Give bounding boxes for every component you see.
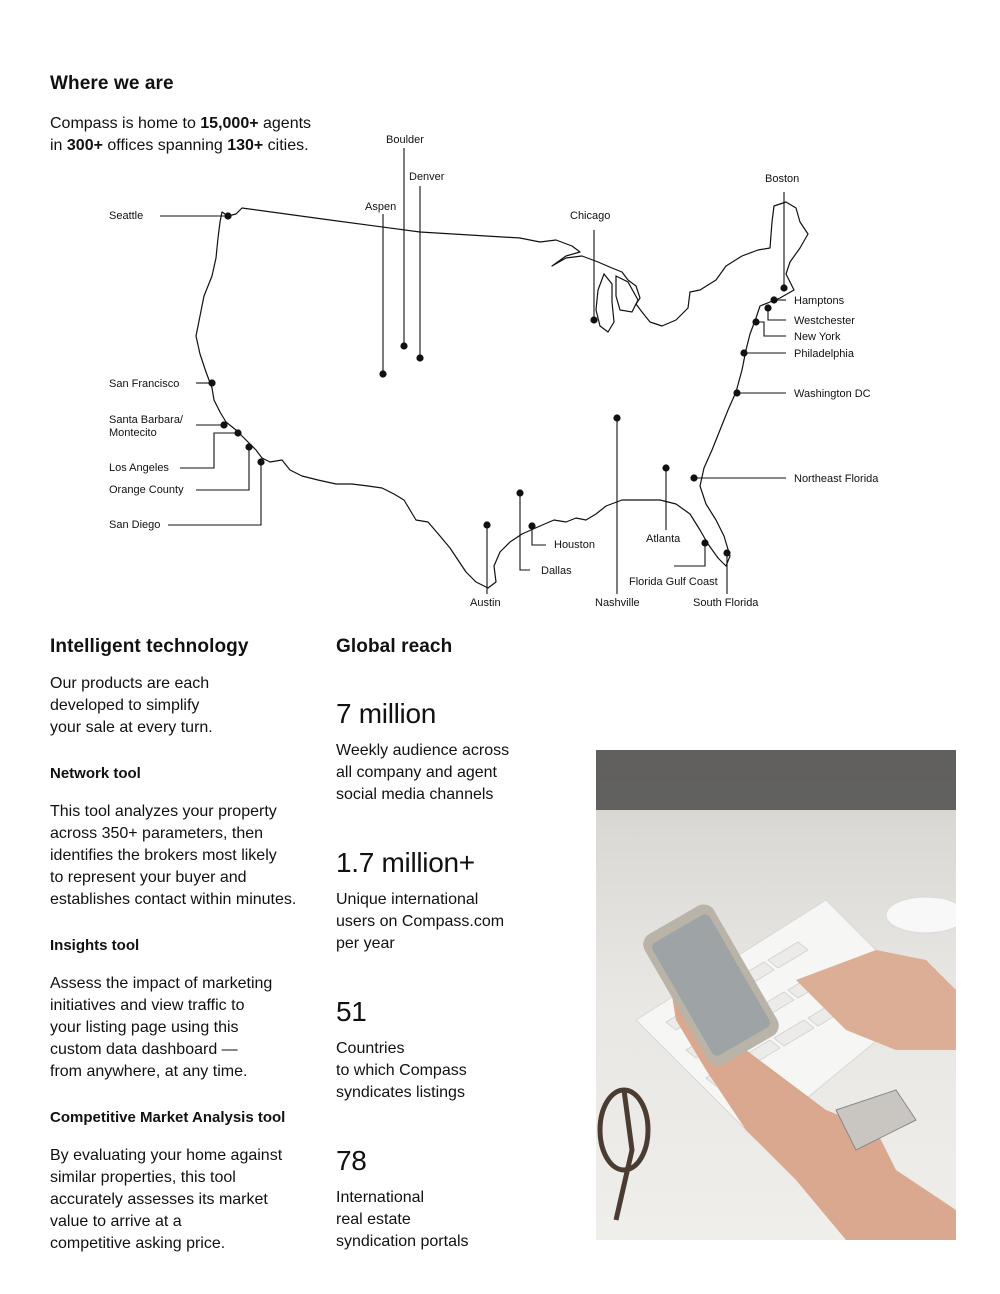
city-marker-atlanta [662, 464, 669, 471]
insights-tool-body: Assess the impact of marketing initiatives and view traffic to your listing page using this custom data dashboard — from anywhere, at any time. [50, 975, 273, 1080]
us-office-map [0, 0, 1000, 620]
city-label-northeast-florida: Northeast Florida [794, 473, 879, 485]
city-marker-dallas [516, 489, 523, 496]
stat-value: 78 [336, 1145, 367, 1176]
city-label-denver: Denver [409, 171, 445, 183]
city-marker-houston [528, 522, 535, 529]
city-marker-south-florida [723, 549, 730, 556]
city-marker-boston [780, 284, 787, 291]
city-label-florida-gulf-coast: Florida Gulf Coast [629, 576, 718, 588]
leader-line-los-angeles [180, 433, 238, 468]
city-marker-aspen [379, 370, 386, 377]
stat-value: 51 [336, 996, 367, 1027]
stat-countries: 51 Countries to which Compass syndicates listings [336, 996, 556, 1104]
section-title-global-reach: Global reach [336, 636, 453, 657]
phone-photo [596, 750, 956, 1240]
city-marker-nashville [613, 414, 620, 421]
section-title-where: Where we are [50, 73, 174, 94]
city-label-dallas: Dallas [541, 565, 572, 577]
city-label-westchester: Westchester [794, 315, 855, 327]
agent-count: 15,000+ [200, 115, 259, 132]
city-marker-los-angeles [234, 429, 241, 436]
stat-value: 1.7 million+ [336, 847, 475, 878]
section-title-technology: Intelligent technology [50, 636, 249, 657]
network-tool-title: Network tool [50, 765, 141, 782]
stat-international-users: 1.7 million+ Unique international users on Compass.com per year [336, 847, 556, 955]
city-marker-san-diego [257, 458, 264, 465]
city-marker-santa-barbara [220, 421, 227, 428]
city-label-chicago: Chicago [570, 210, 611, 222]
leader-line-new-york [756, 322, 786, 336]
where-intro: Compass is home to 15,000+ agents in 300+ offices spanning 130+ cities. [50, 115, 312, 154]
city-marker-florida-gulf-coast [701, 539, 708, 546]
city-label-aspen: Aspen [365, 201, 397, 213]
insights-tool-title: Insights tool [50, 937, 140, 954]
city-label-new-york: New York [794, 331, 841, 343]
city-label-los-angeles: Los Angeles [109, 462, 169, 474]
city-label-orange-county: Orange County [109, 484, 184, 496]
city-marker-philadelphia [740, 349, 747, 356]
network-tool-body: This tool analyzes your property across 350+ parameters, then identifies the brokers most likely to represent your buyer and establishes contact within minutes. [50, 803, 297, 908]
city-label-washington-dc: Washington DC [794, 388, 871, 400]
city-marker-seattle [224, 212, 231, 219]
city-label-san-francisco: San Francisco [109, 378, 180, 390]
us-outline [196, 202, 808, 588]
cma-tool-title: Competitive Market Analysis tool [50, 1109, 286, 1126]
city-label-south-florida: South Florida [693, 597, 759, 609]
city-marker-austin [483, 521, 490, 528]
city-marker-northeast-florida [690, 474, 697, 481]
city-label-boston: Boston [765, 173, 800, 185]
city-marker-san-francisco [208, 379, 215, 386]
technology-intro: Our products are each developed to simplify your sale at every turn. [50, 675, 213, 736]
city-label-san-diego: San Diego [109, 519, 161, 531]
city-label-atlanta: Atlanta [646, 533, 681, 545]
city-label-philadelphia: Philadelphia [794, 348, 854, 360]
michigan-peninsula [616, 276, 638, 312]
office-count: 300+ [66, 137, 103, 154]
leader-line-florida-gulf-coast [674, 543, 705, 566]
city-marker-boulder [400, 342, 407, 349]
city-label-hamptons: Hamptons [794, 295, 845, 307]
city-marker-denver [416, 354, 423, 361]
city-count: 130+ [227, 137, 264, 154]
city-label-austin: Austin [470, 597, 501, 609]
cma-tool-body: By evaluating your home against similar properties, this tool accurately assesses its market value to arrive at a competitive asking price. [50, 1147, 283, 1252]
city-marker-washington-dc [733, 389, 740, 396]
lake-michigan [596, 274, 614, 332]
city-label-montecito: Montecito [109, 427, 157, 439]
city-marker-new-york [752, 318, 759, 325]
stat-syndication-portals: 78 International real estate syndication portals [336, 1145, 556, 1253]
stat-weekly-audience: 7 million Weekly audience across all company and agent social media channels [336, 698, 556, 806]
city-label-seattle: Seattle [109, 210, 144, 222]
city-marker-hamptons [770, 296, 777, 303]
city-label-boulder: Boulder [386, 134, 424, 146]
city-marker-orange-county [245, 443, 252, 450]
stat-value: 7 million [336, 698, 437, 729]
city-marker-chicago [590, 316, 597, 323]
city-label-houston: Houston [554, 539, 595, 551]
city-marker-westchester [764, 304, 771, 311]
city-label-nashville: Nashville [595, 597, 640, 609]
city-label-santa-barbara: Santa Barbara/ [109, 414, 183, 426]
